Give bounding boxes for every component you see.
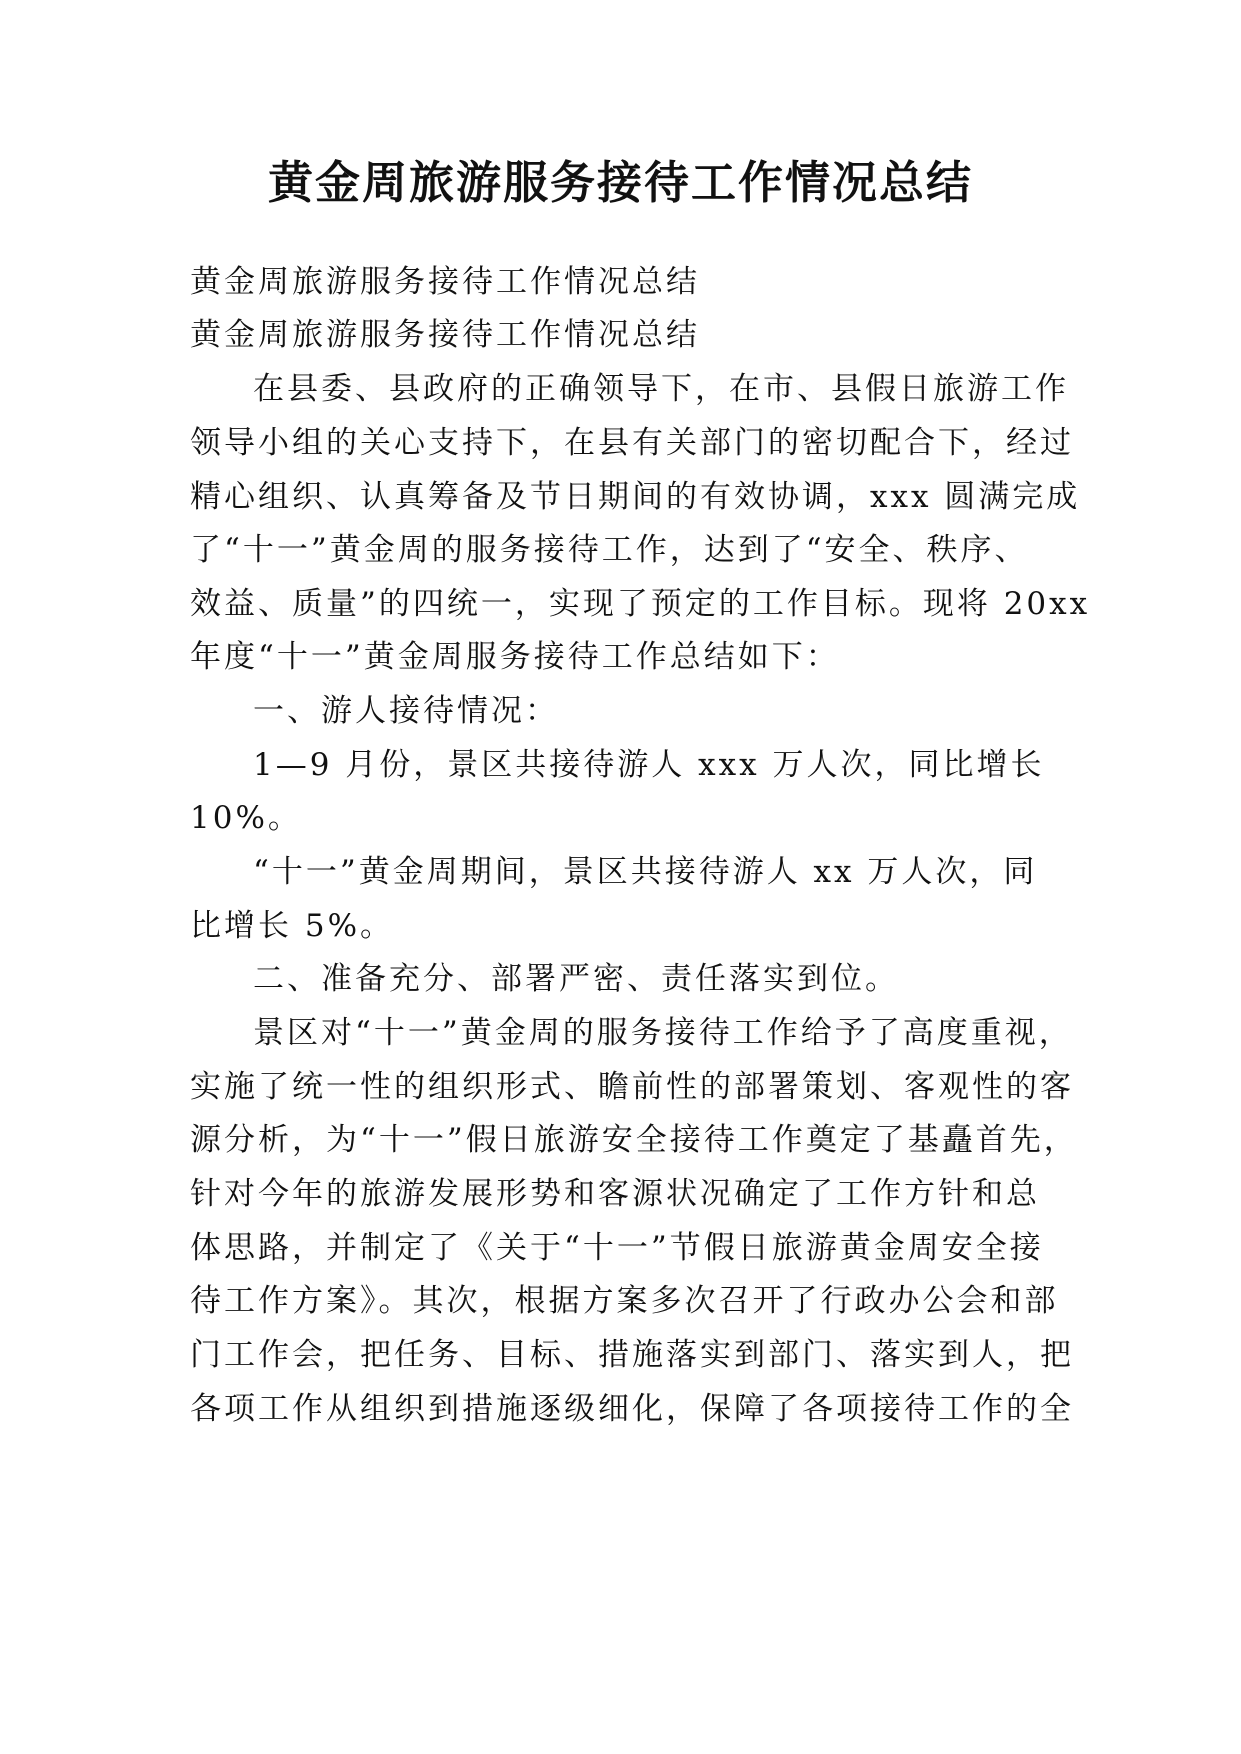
paragraph-line: 效益、质量”的四统一，实现了预定的工作目标。现将 20xx — [190, 586, 1091, 622]
paragraph-line: 实施了统一性的组织形式、瞻前性的部署策划、客观性的客 — [190, 1069, 1074, 1105]
paragraph-line: 1—9 月份，景区共接待游人 xxx 万人次，同比增长 — [253, 747, 1045, 783]
paragraph-line: 精心组织、认真筹备及节日期间的有效协调，xxx 圆满完成 — [190, 479, 1081, 515]
paragraph-line: 各项工作从组织到措施逐级细化，保障了各项接待工作的全 — [190, 1391, 1074, 1427]
paragraph-line: 待工作方案》。其次，根据方案多次召开了行政办公会和部 — [190, 1283, 1059, 1319]
paragraph-line: 领导小组的关心支持下，在县有关部门的密切配合下，经过 — [190, 425, 1074, 461]
paragraph-line: 景区对“十一”黄金周的服务接待工作给予了高度重视， — [253, 1015, 1073, 1051]
subtitle-line: 黄金周旅游服务接待工作情况总结 — [190, 264, 700, 300]
section-heading: 二、准备充分、部署严密、责任落实到位。 — [253, 961, 899, 997]
paragraph-line: 比增长 5%。 — [190, 908, 395, 944]
paragraph-line: 年度“十一”黄金周服务接待工作总结如下： — [190, 639, 840, 675]
paragraph-line: 门工作会，把任务、目标、措施落实到部门、落实到人，把 — [190, 1337, 1074, 1373]
section-heading: 一、游人接待情况： — [253, 693, 559, 729]
paragraph-line: “十一”黄金周期间，景区共接待游人 xx 万人次，同 — [253, 854, 1038, 890]
paragraph-line: 针对今年的旅游发展形势和客源状况确定了工作方针和总 — [190, 1176, 1040, 1212]
paragraph-line: 10%。 — [190, 800, 302, 836]
document-title: 黄金周旅游服务接待工作情况总结 — [267, 156, 973, 209]
subtitle-line: 黄金周旅游服务接待工作情况总结 — [190, 317, 700, 353]
paragraph-line: 在县委、县政府的正确领导下，在市、县假日旅游工作 — [253, 371, 1069, 407]
paragraph-line: 了“十一”黄金周的服务接待工作，达到了“安全、秩序、 — [190, 532, 1029, 568]
paragraph-line: 源分析，为“十一”假日旅游安全接待工作奠定了基矗首先， — [190, 1122, 1078, 1158]
paragraph-line: 体思路，并制定了《关于“十一”节假日旅游黄金周安全接 — [190, 1230, 1044, 1266]
